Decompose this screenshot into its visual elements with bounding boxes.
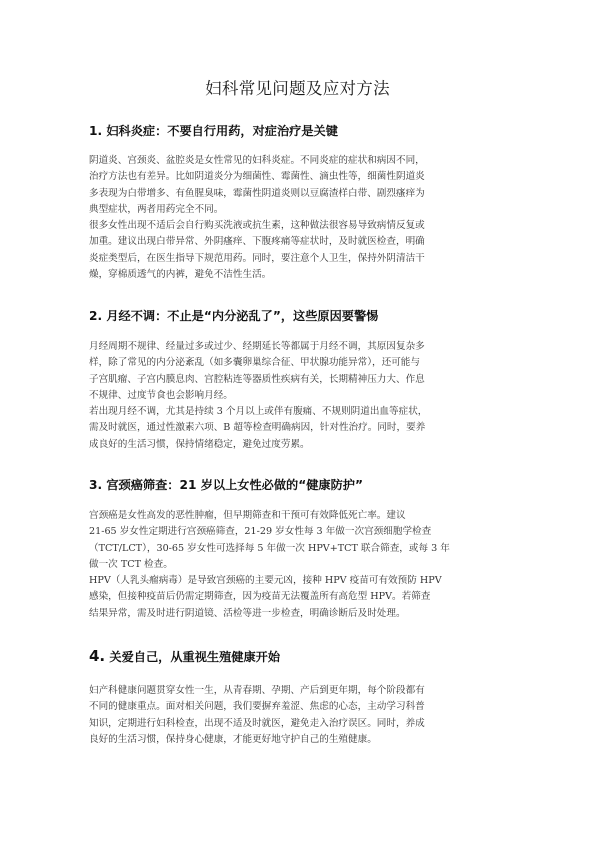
text-line: 知识，定期进行妇科检查，出现不适及时就医，避免走入治疗误区。同时，养成 (89, 717, 425, 729)
text-line: 月经周期不规律、经量过多或过少、经期延长等都属于月经不调，其原因复杂多 (89, 341, 425, 352)
text-line: 结果异常，需及时进行阴道镜、活检等进一步检查，明确诊断后及时处理。 (89, 607, 406, 619)
text-line: 典型症状，两者用药完全不同。 (89, 203, 224, 215)
section-3-title: 宫颈癌筛查：21 岁以上女性必做的“健康防护” (106, 478, 363, 492)
section-2-paragraph-1 (89, 339, 509, 404)
section-1-heading (89, 122, 535, 140)
text-line: 良好的生活习惯，保持身心健康，才能更好地守护自己的生殖健康。 (89, 733, 377, 745)
section-3-number: 3. (89, 478, 103, 492)
section-2-heading (89, 307, 535, 325)
section-3-paragraph-1 (89, 508, 509, 573)
text-line: 感染，但接种疫苗后仍需定期筛查，因为疫苗无法覆盖所有高危型 HPV。若筛查 (89, 591, 431, 603)
text-line: 需及时就医，通过性激素六项、B 超等检查明确病因，针对性治疗。同时，要养 (89, 422, 426, 434)
text-line: （TCT/LCT），30-65 岁女性可选择每 5 年做一次 HPV+TCT 联合筛查，或每 3 年 (89, 542, 450, 554)
text-line: 若出现月经不调，尤其是持续 3 个月以上或伴有腹痛、不规则阴道出血等症状， (89, 406, 428, 417)
text-line: 样，除了常见的内分泌紊乱（如多囊卵巢综合征、甲状腺功能异常），还可能与 (89, 357, 420, 369)
section-2-number: 2. (89, 309, 103, 323)
text-line: 21-65 岁女性定期进行宫颈癌筛查，21-29 岁女性每 3 年做一次宫颈细胞学检查 (89, 526, 432, 538)
section-4-paragraph-1 (89, 683, 509, 748)
text-line: 做一次 TCT 检查。 (89, 558, 173, 570)
text-line: 多表现为白带增多、有鱼腥臭味，霉菌性阴道炎则以豆腐渣样白带、剧烈瘙痒为 (89, 187, 425, 199)
section-4-number: 4. (89, 647, 106, 665)
text-line: 成良好的生活习惯，保持情绪稳定，避免过度劳累。 (89, 438, 310, 450)
text-line: 宫颈癌是女性高发的恶性肿瘤，但早期筛查和干预可有效降低死亡率。建议 (89, 510, 406, 521)
section-2-title: 月经不调：不止是“内分泌乱了”，这些原因要警惕 (106, 309, 379, 323)
section-1-paragraph-2 (89, 218, 509, 283)
page-title: 妇科常见问题及应对方法 (205, 79, 390, 98)
section-1-number: 1. (89, 124, 103, 138)
text-line: 很多女性出现不适后会自行购买洗液或抗生素，这种做法很容易导致病情反复或 (89, 220, 425, 231)
section-2-paragraph-2 (89, 404, 509, 453)
section-1-title: 妇科炎症：不要自行用药，对症治疗是关键 (106, 124, 338, 138)
text-line: HPV（人乳头瘤病毒）是导致宫颈癌的主要元凶，接种 HPV 疫苗可有效预防 HPV (89, 575, 442, 586)
text-line: 燥，穿棉质透气的内裤，避免不洁性生活。 (89, 268, 272, 280)
section-4-heading (89, 647, 535, 666)
text-line: 炎症类型后，在医生指导下规范用药。同时，要注意个人卫生，保持外阴清洁干 (89, 252, 425, 264)
section-3-paragraph-2 (89, 573, 509, 622)
text-line: 不规律、过度节食也会影响月经。 (89, 389, 233, 401)
text-line: 妇产科健康问题贯穿女性一生，从青春期、孕期、产后到更年期，每个阶段都有 (89, 685, 425, 696)
text-line: 加重。建议出现白带异常、外阴瘙痒、下腹疼痛等症状时，及时就医检查，明确 (89, 236, 425, 248)
text-line: 不同的健康重点。面对相关问题，我们要摒弃羞涩、焦虑的心态，主动学习科普 (89, 701, 425, 713)
text-line: 治疗方法也有差异。比如阴道炎分为细菌性、霉菌性、滴虫性等，细菌性阴道炎 (89, 171, 425, 183)
text-line: 阴道炎、宫颈炎、盆腔炎是女性常见的妇科炎症。不同炎症的症状和病因不同， (89, 155, 425, 166)
section-1-paragraph-1 (89, 153, 509, 218)
text-line: 子宫肌瘤、子宫内膜息肉、宫腔粘连等器质性疾病有关，长期精神压力大、作息 (89, 373, 425, 385)
section-4-title: 关爱自己，从重视生殖健康开始 (109, 650, 281, 664)
section-3-heading (89, 476, 535, 494)
